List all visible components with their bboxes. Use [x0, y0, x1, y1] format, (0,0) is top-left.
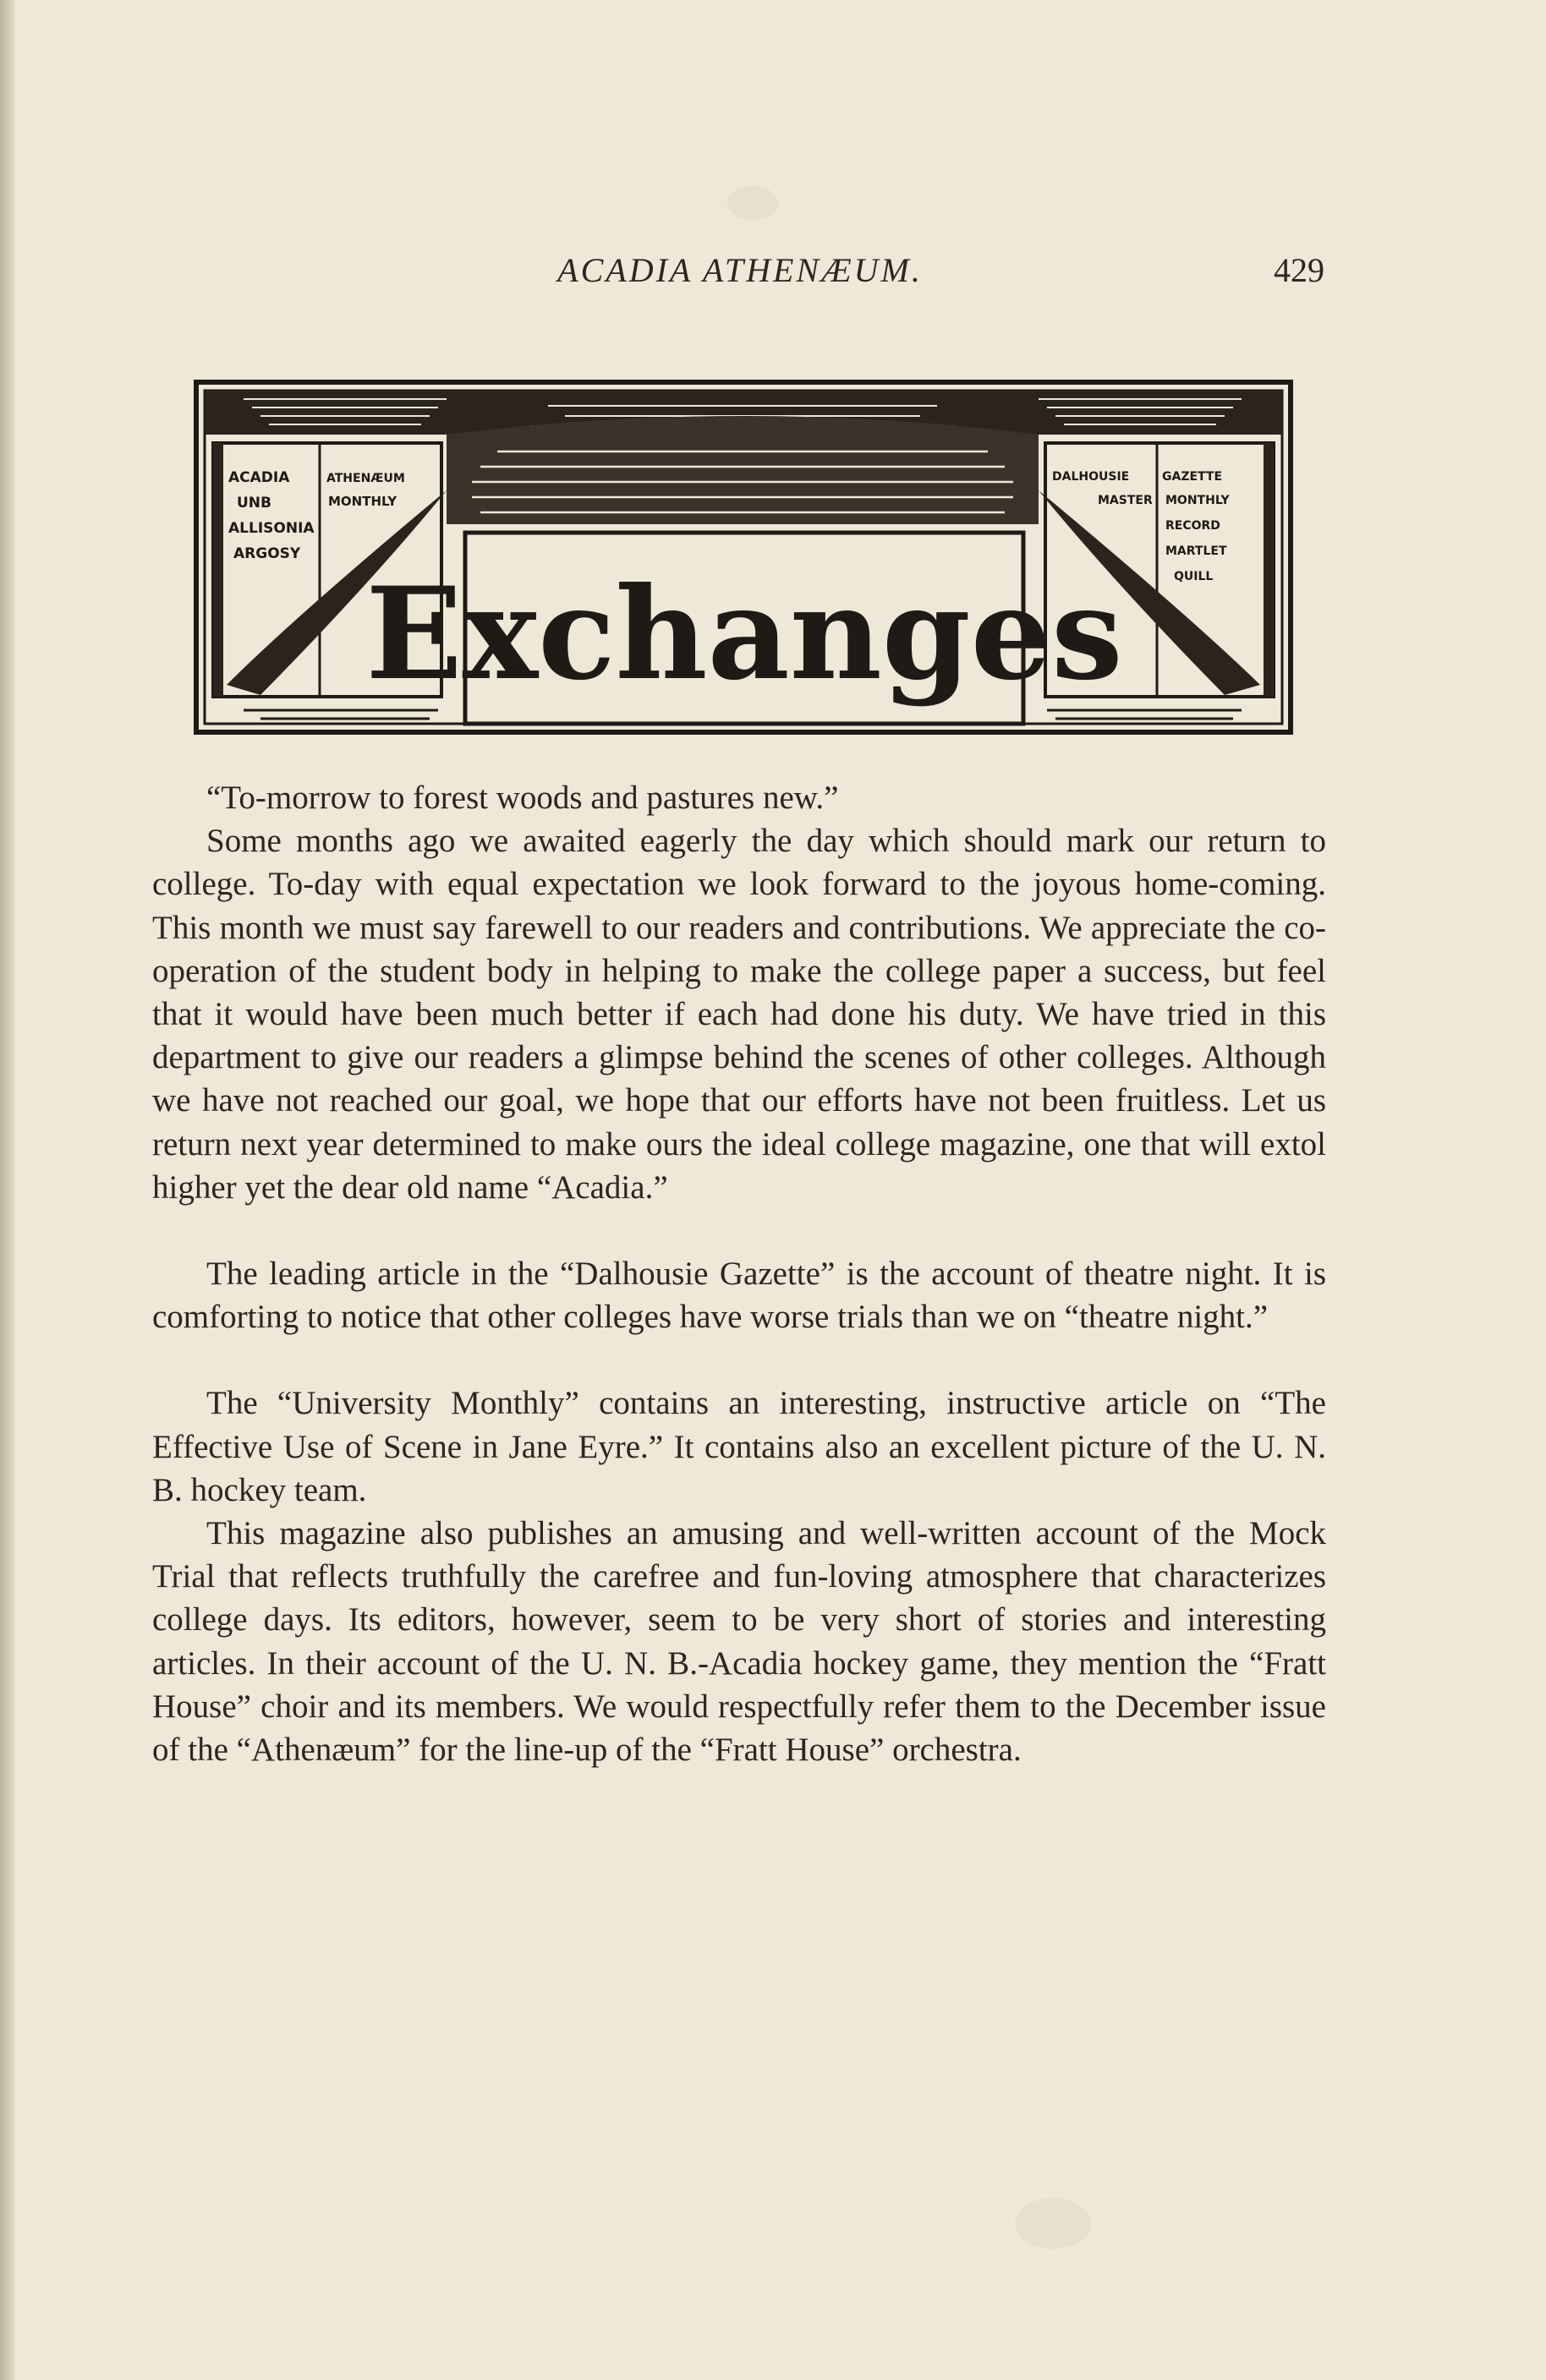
paragraph-university-monthly: The “University Monthly” contains an interesting, instructive article on “The Effective Use of Scene in Jane Eyre.” It contains also an excellent picture of the U. N. B. hockey team.: [152, 1385, 1326, 1508]
binding-edge: [0, 0, 15, 2380]
book-label-martlet: MARTLET: [1165, 544, 1227, 558]
book-label-unb: UNB: [237, 495, 271, 512]
book-label-record: RECORD: [1165, 519, 1220, 533]
left-book-edge: [213, 443, 223, 697]
banner-heading: Exchanges: [365, 560, 1123, 709]
journal-title: ACADIA ATHENÆUM.: [557, 251, 923, 289]
book-label-acadia: ACADIA: [228, 469, 290, 486]
right-book-edge: [1264, 443, 1274, 697]
article-body: [152, 776, 1326, 1771]
exchanges-banner-illustration: [193, 364, 1294, 736]
book-label-allisonia: ALLISONIA: [228, 520, 315, 537]
book-label-monthly-right: MONTHLY: [1165, 494, 1230, 507]
paragraph-dalhousie-gazette: The leading article in the “Dalhousie Gazette” is the account of theatre night. It is comforting to notice that other colleges have worse trials than we on “theatre night.”: [152, 1256, 1326, 1336]
book-label-argosy: ARGOSY: [233, 545, 301, 562]
paper-stain: [1015, 2198, 1091, 2249]
book-label-gazette: GAZETTE: [1162, 470, 1223, 484]
book-label-athenaeum: ATHENÆUM: [326, 472, 405, 485]
paper-stain: [727, 186, 778, 220]
book-label-dalhousie: DALHOUSIE: [1052, 470, 1130, 484]
book-label-master: MASTER: [1098, 494, 1153, 507]
paragraph-farewell: Some months ago we awaited eagerly the day which should mark our return to college. To-day with equal expectation we look forward to the joyous home-coming. This month we must say farewell to our readers and contributions. We appreciate the co-operation of the student body in helping to make the college paper a success, but feel that it would have been much better if each had done his duty. We have tried in this department to give our readers a glimpse behind the scenes of other colleges. Although we have not reached our goal, we hope that our efforts have not been fruitless. Let us return next year determined to make ours the ideal college magazine, one that will extol higher yet the dear old name “Acadia.”: [152, 823, 1326, 1206]
page-number: 429: [1274, 251, 1324, 289]
running-head: [152, 247, 1328, 298]
banner-scroll: [447, 416, 1039, 524]
epigraph-quote: “To-morrow to forest woods and pastures new.”: [206, 780, 839, 816]
book-label-monthly: MONTHLY: [328, 494, 397, 509]
exchanges-banner: [193, 364, 1294, 736]
book-label-quill: QUILL: [1174, 570, 1214, 583]
paragraph-mock-trial: This magazine also publishes an amusing and well-written account of the Mock Trial that reflects truthfully the carefree and fun-loving atmosphere that characterizes college days. Its editors, however, seem to be very short of stories and interesting articles. In their account of the U. N. B.-Acadia hockey game, they mention the “Fratt House” choir and its members. We would respectfully refer them to the December issue of the “Athenæum” for the line-up of the “Fratt House” orchestra.: [152, 1515, 1326, 1769]
